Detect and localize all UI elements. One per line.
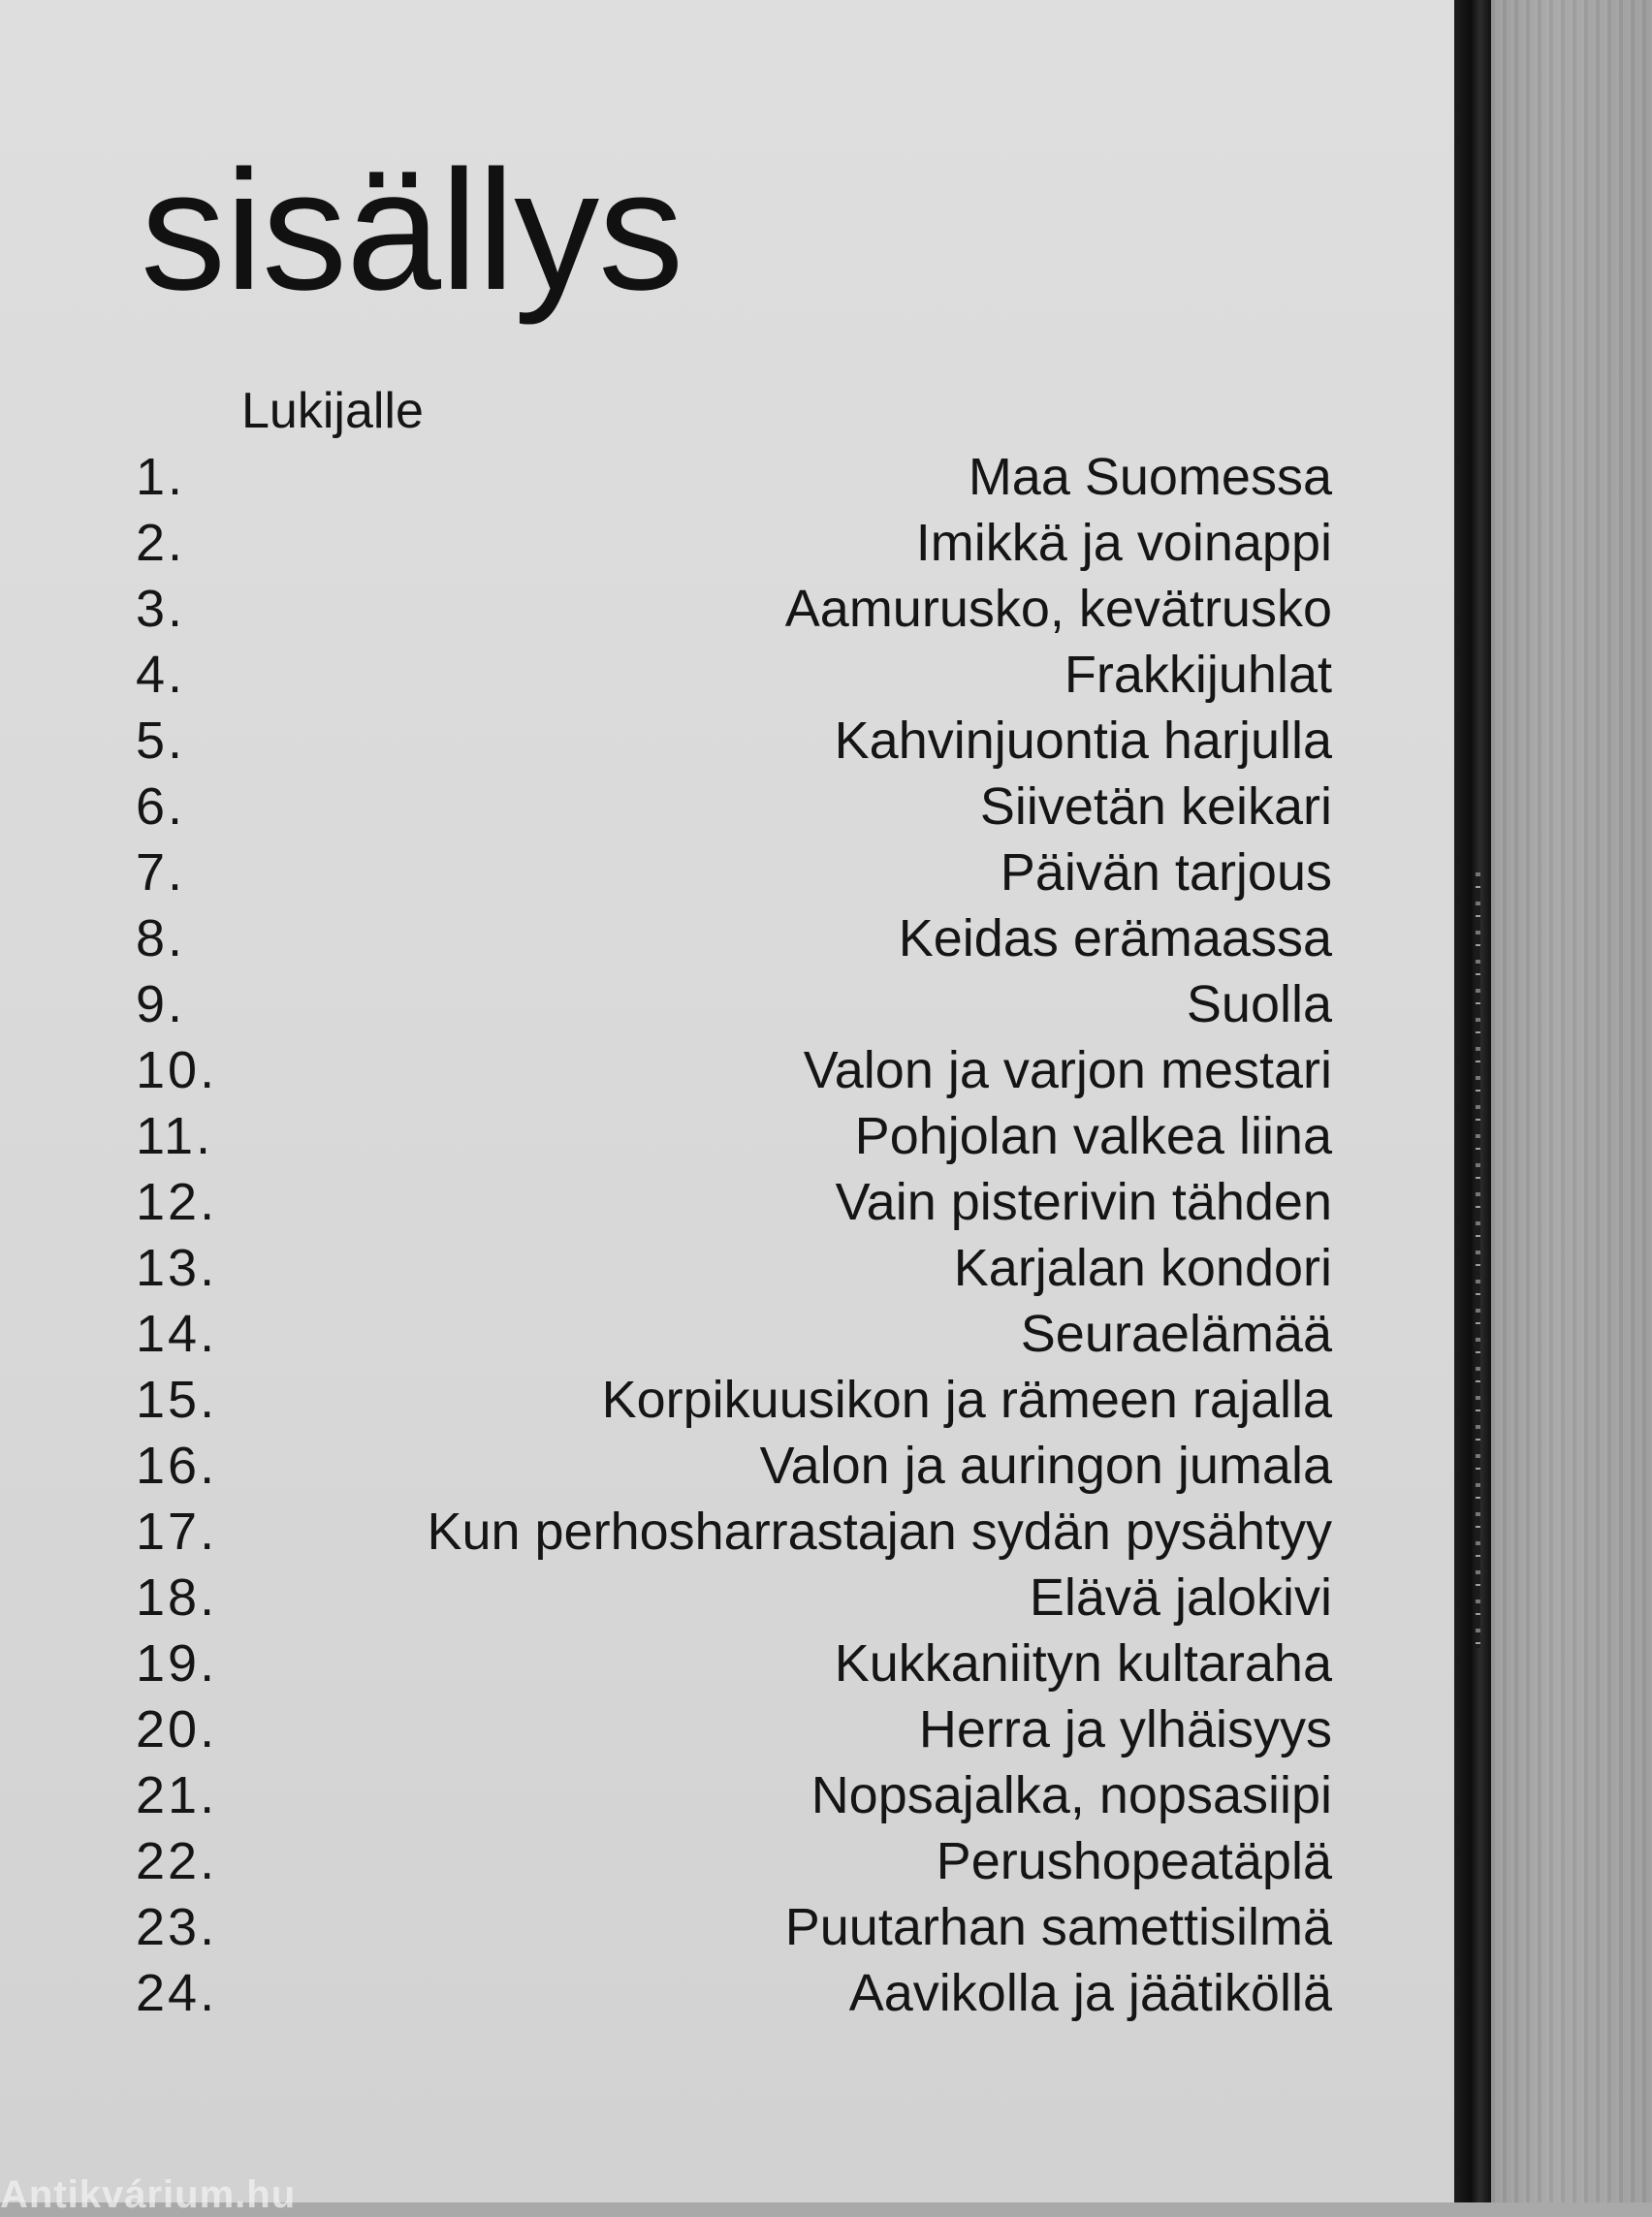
chapter-number: 16. [136, 1437, 218, 1495]
toc-entry [0, 905, 1357, 971]
toc-entry [0, 708, 1357, 774]
chapter-title: Kahvinjuontia harjulla [834, 712, 1332, 770]
toc-entry [0, 1367, 1357, 1433]
chapter-number: 3. [136, 580, 186, 638]
chapter-number: 10. [136, 1041, 218, 1099]
chapter-title: Pohjolan valkea liina [854, 1107, 1332, 1165]
chapter-title: Keidas erämaassa [898, 909, 1332, 967]
chapter-title: Korpikuusikon ja rämeen rajalla [601, 1371, 1332, 1429]
chapter-title: Päivän tarjous [1000, 843, 1332, 902]
toc-entry [0, 1169, 1357, 1235]
chapter-number: 18. [136, 1568, 218, 1627]
toc-entry [0, 510, 1357, 576]
intro-entry: Lukijalle [241, 383, 424, 439]
toc-entry [0, 444, 1357, 510]
toc-entry [0, 1696, 1357, 1762]
chapter-title: Suolla [1186, 975, 1332, 1033]
chapter-title: Aavikolla ja jäätiköllä [848, 1964, 1332, 2022]
chapter-number: 4. [136, 646, 186, 704]
chapter-title: Perushopeatäplä [936, 1832, 1332, 1890]
chapter-number: 21. [136, 1766, 218, 1824]
toc-entry [0, 1433, 1357, 1499]
toc-entry [0, 971, 1357, 1037]
chapter-title: Frakkijuhlat [1064, 646, 1332, 704]
chapter-title: Kun perhosharrastajan sydän pysähtyy [427, 1503, 1332, 1561]
chapter-title: Puutarhan samettisilmä [784, 1898, 1332, 1956]
toc-entry [0, 1301, 1357, 1367]
toc-entry [0, 1103, 1357, 1169]
book-cover-edge [1454, 0, 1491, 2202]
toc-entry [0, 1037, 1357, 1103]
chapter-title: Imikkä ja voinappi [915, 514, 1332, 572]
chapter-number: 5. [136, 712, 186, 770]
toc-entry [0, 576, 1357, 642]
chapter-number: 24. [136, 1964, 218, 2022]
chapter-title: Kukkaniityn kultaraha [834, 1634, 1332, 1693]
table-of-contents [0, 444, 1357, 2026]
chapter-number: 8. [136, 909, 186, 967]
chapter-number: 17. [136, 1503, 218, 1561]
chapter-title: Herra ja ylhäisyys [918, 1700, 1332, 1758]
chapter-number: 14. [136, 1305, 218, 1363]
chapter-number: 15. [136, 1371, 218, 1429]
chapter-title: Elävä jalokivi [1029, 1568, 1332, 1627]
toc-entry [0, 1894, 1357, 1960]
chapter-title: Aamurusko, kevätrusko [784, 580, 1332, 638]
chapter-number: 23. [136, 1898, 218, 1956]
chapter-title: Seuraelämää [1020, 1305, 1332, 1363]
chapter-number: 12. [136, 1173, 218, 1231]
chapter-title: Karjalan kondori [953, 1239, 1332, 1297]
chapter-number: 1. [136, 448, 186, 506]
chapter-number: 13. [136, 1239, 218, 1297]
wooden-surface [1488, 0, 1652, 2202]
toc-entry [0, 642, 1357, 708]
chapter-title: Maa Suomessa [968, 448, 1332, 506]
toc-entry [0, 1499, 1357, 1565]
chapter-number: 22. [136, 1832, 218, 1890]
chapter-number: 7. [136, 843, 186, 902]
toc-entry [0, 1828, 1357, 1894]
toc-entry [0, 1960, 1357, 2026]
toc-entry [0, 1631, 1357, 1696]
chapter-title: Valon ja varjon mestari [803, 1041, 1332, 1099]
chapter-title: Nopsajalka, nopsasiipi [810, 1766, 1332, 1824]
toc-entry [0, 1565, 1357, 1631]
chapter-number: 9. [136, 975, 186, 1033]
chapter-number: 19. [136, 1634, 218, 1693]
chapter-number: 11. [136, 1107, 214, 1165]
toc-entry [0, 1762, 1357, 1828]
chapter-title: Siivetän keikari [979, 777, 1332, 836]
page-title: sisällys [141, 136, 683, 326]
chapter-title: Valon ja auringon jumala [759, 1437, 1332, 1495]
chapter-number: 6. [136, 777, 186, 836]
watermark: Antikvárium.hu [0, 2173, 297, 2216]
chapter-number: 20. [136, 1700, 218, 1758]
chapter-title: Vain pisterivin tähden [835, 1173, 1332, 1231]
chapter-number: 2. [136, 514, 186, 572]
toc-entry [0, 1235, 1357, 1301]
toc-entry [0, 774, 1357, 839]
toc-entry [0, 839, 1357, 905]
